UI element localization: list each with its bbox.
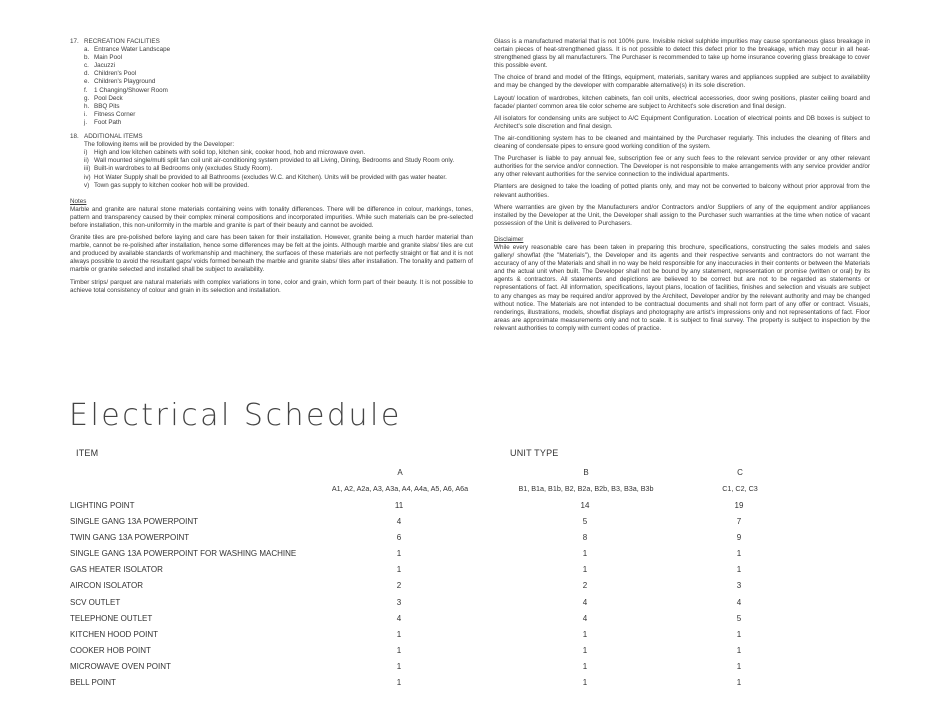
table-row bbox=[70, 498, 850, 514]
section-number: 18. bbox=[70, 133, 79, 141]
notes-paragraph: Marble and granite are natural stone materials containing veins with tonality differences. There will be difference in colour, markings, tones, pattern and transparency caused by their complex mineral compositions and incorporated impurities. While such materials can be pre-selected before installation, this non-uniformity in the marble and granite is part of their beauty and cannot be avoided. bbox=[70, 205, 473, 229]
list-item: v) Town gas supply to kitchen cooker hob will be provided. bbox=[84, 181, 250, 189]
cell-c: 1 bbox=[736, 678, 742, 688]
notes-paragraph: Granite tiles are pre-polished before laying and care has been taken for their installation. However, granite being a much harder material than marble, cannot be re-polished after installation, hence some differences may be felt at the joints. Although marble and granite slabs/ tiles are cut and produced by available standards of workmanship and machinery, the surfaces of these materials are not perfectly straight or flat and it is not always possible to avoid the resultant gaps/ voids formed beneath the marble and granite slabs/ tiles after installation. The tonality and pattern of marble or granite selected and installed shall be subject to availability. bbox=[70, 234, 473, 274]
table-row bbox=[70, 578, 850, 594]
type-b-letter: B bbox=[583, 468, 589, 477]
cell-c: 1 bbox=[736, 661, 742, 671]
table-row bbox=[70, 562, 850, 578]
notes-paragraph: Timber strips/ parquet are natural materials with complex variations in tone, color and grain, which form part of their beauty. It is not possible to achieve total consistency of colour and grain in its selection and installation. bbox=[70, 278, 473, 294]
row-label: COOKER HOB POINT bbox=[70, 645, 151, 655]
list-item: iv) Hot Water Supply shall be provided to all Bathrooms (excludes W.C. and Kitchen). Units will be provided with gas water heater. bbox=[84, 173, 447, 181]
type-a-letter: A bbox=[397, 468, 403, 477]
list-item: h. BBQ Pits bbox=[84, 102, 120, 110]
table-row bbox=[70, 675, 850, 691]
row-label: LIGHTING POINT bbox=[70, 501, 135, 510]
cell-a: 4 bbox=[396, 613, 402, 623]
list-item: j. Foot Path bbox=[84, 118, 122, 126]
cell-a: 1 bbox=[396, 661, 402, 671]
spec-paragraph: Where warranties are given by the Manufacturers and/or Contractors and/or Suppliers of any of the equipment and/or appliances installed by the Developer at the Unit, the Developer shall assign to the Purchaser such warranties at the time when notice of vacant possession of the Unit is delivered to Purchasers. bbox=[494, 203, 870, 227]
table-row bbox=[70, 643, 850, 659]
cell-b: 8 bbox=[582, 533, 588, 543]
cell-c: 5 bbox=[736, 613, 742, 623]
type-b-units: B1, B1a, B1b, B2, B2a, B2b, B3, B3a, B3b bbox=[518, 484, 654, 493]
list-item: g. Pool Deck bbox=[84, 94, 123, 102]
cell-b: 4 bbox=[582, 597, 588, 607]
cell-a: 11 bbox=[394, 501, 404, 510]
type-c-letter: C bbox=[737, 468, 743, 477]
table-row bbox=[70, 595, 850, 611]
list-item: b. Main Pool bbox=[84, 54, 123, 62]
left-column bbox=[70, 38, 473, 299]
table-row bbox=[70, 546, 850, 562]
cell-b: 1 bbox=[582, 661, 588, 671]
row-label: KITCHEN HOOD POINT bbox=[70, 629, 159, 639]
cell-a: 6 bbox=[396, 533, 402, 543]
cell-c: 1 bbox=[736, 645, 742, 655]
cell-c: 1 bbox=[736, 629, 742, 639]
spec-paragraph: Glass is a manufactured material that is not 100% pure. Invisible nickel sulphide impurities may cause spontaneous glass breakage in certain pieces of heat-strengthened glass. It is not possible to detect this defect prior to the breakage, which may occur in all heat-strengthened glass by all manufacturers. The Purchaser is recommended to take up home insurance covering glass breakage to cover this possible event. bbox=[494, 38, 870, 70]
section-title: ADDITIONAL ITEMS bbox=[84, 133, 143, 141]
recreation-list bbox=[70, 46, 473, 127]
cell-c: 1 bbox=[736, 565, 742, 575]
list-item: f. 1 Changing/Shower Room bbox=[84, 86, 168, 94]
spec-paragraph: The Purchaser is liable to pay annual fee, subscription fee or any such fees to the relevant service provider or any other relevant authorities for the service and/or connection. The Developer is not responsible to make arrangements with any service provider and/or any other relevant authorities for the service connection to the individual apartments. bbox=[494, 155, 870, 179]
row-label: AIRCON ISOLATOR bbox=[70, 581, 144, 591]
type-a-units: A1, A2, A2a, A3, A3a, A4, A4a, A5, A6, A6a bbox=[331, 484, 469, 493]
cell-c: 9 bbox=[736, 533, 742, 543]
cell-a: 1 bbox=[396, 645, 402, 655]
table-row bbox=[70, 514, 850, 530]
cell-a: 1 bbox=[396, 565, 402, 575]
disclaimer-text: While every reasonable care has been taken in preparing this brochure, specifications, constructing the sales models and sales gallery/ showflat (the "Materials"), the Developer and its agents and their respective servants and contractors do not warrant the accuracy of any of the Materials and shall in no way be held responsible for any inaccuracies in their contents or between the Materials and the actual unit when built. The Developer shall not be bound by any statement, representation or promise (written or oral) by its agents & contractors. All statements and depictions are believed to be correct but are not to be regarded as statements or representations of fact. All information, specifications, layout plans, location of facilities, finishes and selection and visuals are subject to any changes as may be required and/or approved by the Architect, Developer and/or by the relevant authority and may be changed without notice. The Materials are not intended to be contractual documents and shall not form part of any offer or contract. Visuals, renderings, illustrations, models, showflat displays and photography are artist's impressions only and not representations of fact. Floor areas are approximate measurements only and not to scale. It is subject to final survey. The property is subject to inspection by the relevant authorities to comply with current codes of practice. bbox=[494, 243, 870, 332]
cell-b: 1 bbox=[582, 629, 588, 639]
page-title: Electrical Schedule bbox=[69, 398, 402, 433]
row-label: MICROWAVE OVEN POINT bbox=[70, 661, 171, 671]
schedule-table bbox=[70, 498, 850, 691]
cell-b: 14 bbox=[580, 501, 590, 510]
list-item: c. Jacuzzi bbox=[84, 62, 115, 70]
section-additional-heading bbox=[70, 133, 473, 141]
cell-c: 7 bbox=[736, 517, 742, 527]
type-c-units: C1, C2, C3 bbox=[722, 484, 758, 493]
row-label: SCV OUTLET bbox=[70, 597, 121, 607]
section-intro: The following items will be provided by the Developer: bbox=[84, 141, 235, 149]
list-item: iii) Built-in wardrobes to all Bedrooms only (excludes Study Room). bbox=[84, 165, 273, 173]
cell-c: 19 bbox=[734, 501, 744, 510]
disclaimer-heading: Disclaimer bbox=[494, 235, 524, 243]
right-column bbox=[494, 38, 870, 337]
list-item: i) High and low kitchen cabinets with solid top, kitchen sink, cooker hood, hob and microwave oven. bbox=[84, 149, 366, 157]
row-label: TWIN GANG 13A POWERPOINT bbox=[70, 533, 190, 543]
item-column-header: ITEM bbox=[76, 448, 99, 458]
list-item: i. Fitness Corner bbox=[84, 110, 136, 118]
section-recreation-heading bbox=[70, 38, 473, 46]
cell-b: 5 bbox=[582, 517, 588, 527]
section-title: RECREATION FACILITIES bbox=[84, 38, 160, 45]
row-label: SINGLE GANG 13A POWERPOINT bbox=[70, 517, 199, 527]
row-label: TELEPHONE OUTLET bbox=[70, 613, 153, 623]
cell-b: 1 bbox=[582, 565, 588, 575]
table-row bbox=[70, 627, 850, 643]
list-item: e. Children's Playground bbox=[84, 78, 156, 86]
cell-a: 1 bbox=[396, 549, 402, 559]
spec-paragraph: All isolators for condensing units are subject to A/C Equipment Configuration. Location of electrical points and DB boxes is subject to Architect's sole discretion and final design. bbox=[494, 114, 870, 130]
unit-type-header: UNIT TYPE bbox=[510, 448, 559, 458]
cell-b: 4 bbox=[582, 613, 588, 623]
cell-a: 2 bbox=[396, 581, 402, 591]
table-row bbox=[70, 659, 850, 675]
additional-list bbox=[70, 149, 473, 189]
notes-heading: Notes bbox=[70, 197, 87, 205]
cell-b: 1 bbox=[582, 549, 588, 559]
cell-b: 1 bbox=[582, 645, 588, 655]
row-label: GAS HEATER ISOLATOR bbox=[70, 565, 163, 575]
row-label: SINGLE GANG 13A POWERPOINT FOR WASHING MACHINE bbox=[70, 549, 297, 559]
cell-c: 4 bbox=[736, 597, 742, 607]
section-number: 17. bbox=[70, 38, 79, 45]
spec-paragraph: The choice of brand and model of the fittings, equipment, materials, sanitary wares and appliances supplied are subject to availability and may be changed by the developer with comparable alternative(s) in its sole discretion. bbox=[494, 74, 870, 90]
cell-c: 1 bbox=[736, 549, 742, 559]
list-item: a. Entrance Water Landscape bbox=[84, 46, 171, 54]
list-item: d. Children's Pool bbox=[84, 70, 137, 78]
cell-b: 1 bbox=[582, 678, 588, 688]
cell-b: 2 bbox=[582, 581, 588, 591]
spec-paragraph: Planters are designed to take the loading of potted plants only, and may not be converted to balcony without prior approval from the relevant authorities. bbox=[494, 183, 870, 199]
cell-a: 4 bbox=[396, 517, 402, 527]
list-item: ii) Wall mounted single/multi split fan coil unit air-conditioning system provided to all Living, Dining, Bedrooms and Study Room only. bbox=[84, 157, 455, 165]
table-row bbox=[70, 530, 850, 546]
spec-paragraph: Layout/ location of wardrobes, kitchen cabinets, fan coil units, electrical accessories, door swing positions, plaster ceiling board and facade/ planter/ common area tile color scheme are subject to Architect's sole discretion and final design. bbox=[494, 94, 870, 110]
cell-a: 1 bbox=[396, 678, 402, 688]
cell-a: 1 bbox=[396, 629, 402, 639]
cell-c: 3 bbox=[736, 581, 742, 591]
spec-paragraph: The air-conditioning system has to be cleaned and maintained by the Purchaser regularly. This includes the cleaning of filters and cleaning of condensate pipes to ensure good working condition of the system. bbox=[494, 134, 870, 151]
table-row bbox=[70, 611, 850, 627]
row-label: BELL POINT bbox=[70, 678, 116, 688]
cell-a: 3 bbox=[396, 597, 402, 607]
